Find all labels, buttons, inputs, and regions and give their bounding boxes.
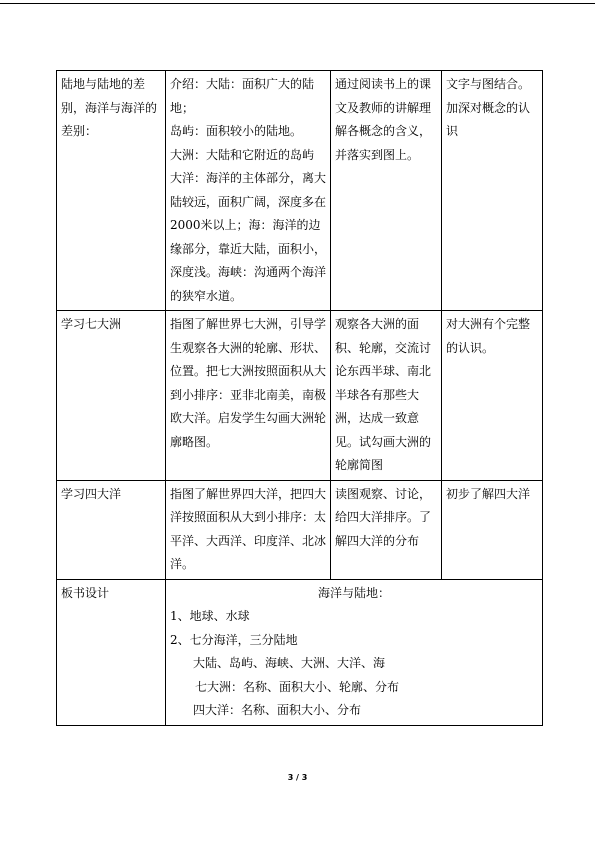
- board-line: 大陆、岛屿、海峡、大洲、大洋、海: [193, 656, 386, 670]
- teacher-line: 岛屿：面积较小的陆地。: [170, 124, 303, 138]
- table-row: [57, 579, 543, 725]
- student-activity-cell: 观察各大洲的面积、轮廓，交流讨论东西半球、南北半球各有那些大洲，达成一致意见。试勾画大洲的轮廓简图: [331, 311, 442, 481]
- topic-cell: 学习四大洋: [57, 480, 166, 579]
- table-row: [57, 311, 543, 481]
- purpose-cell: 对大洲有个完整的认识。: [442, 311, 543, 481]
- teacher-line: 大洲：大陆和它附近的岛屿: [170, 147, 315, 162]
- board-line: 四大洋：名称、面积大小、分布: [193, 703, 362, 717]
- teacher-activity-cell: 指图了解世界七大洲，引导学生观察各大洲的轮廓、形状、位置。把七大洲按照面积从大到小排序：亚非北南美，南极欧大洋。启发学生勾画大洲轮廓略图。: [166, 311, 331, 481]
- topic-cell: 学习七大洲: [57, 311, 166, 481]
- teacher-line: 大洋：海洋的主体部分，离大陆较远，面积广阔，深度多在2000米以上；海：海洋的边缘部分，靠近大陆，面积小，深度浅。海峡：沟通两个海洋的狭窄水道。: [170, 171, 327, 303]
- topic-cell: 陆地与陆地的差别，海洋与海洋的差别：: [57, 71, 166, 311]
- teacher-line: 介绍：大陆：面积广大的陆地；: [170, 77, 315, 115]
- page-number: 3 / 3: [287, 773, 308, 782]
- header-rule: [0, 3, 595, 4]
- board-title: 海洋与陆地：: [317, 585, 390, 600]
- teacher-activity-cell: [166, 71, 331, 311]
- table-row: [57, 71, 543, 311]
- student-activity-cell: 通过阅读书上的课文及教师的讲解理解各概念的含义，并落实到图上。: [331, 71, 442, 311]
- student-activity-cell: 读图观察、讨论，给四大洋排序。了解四大洋的分布: [331, 480, 442, 579]
- board-design-cell: [166, 579, 543, 725]
- purpose-cell: 初步了解四大洋: [442, 480, 543, 579]
- teacher-activity-cell: 指图了解世界四大洋，把四大洋按照面积从大到小排序：太平洋、大西洋、印度洋、北冰洋。: [166, 480, 331, 579]
- board-line: 2、七分海洋，三分陆地: [170, 632, 298, 647]
- table-row: [57, 480, 543, 579]
- board-line: 1、地球、水球: [170, 609, 250, 623]
- board-line: 七大洲：名称、面积大小、轮廓、分布: [195, 679, 400, 694]
- purpose-cell: 文字与图结合。加深对概念的认识: [442, 71, 543, 311]
- board-label-cell: 板书设计: [57, 579, 166, 725]
- lesson-plan-table: [56, 70, 543, 726]
